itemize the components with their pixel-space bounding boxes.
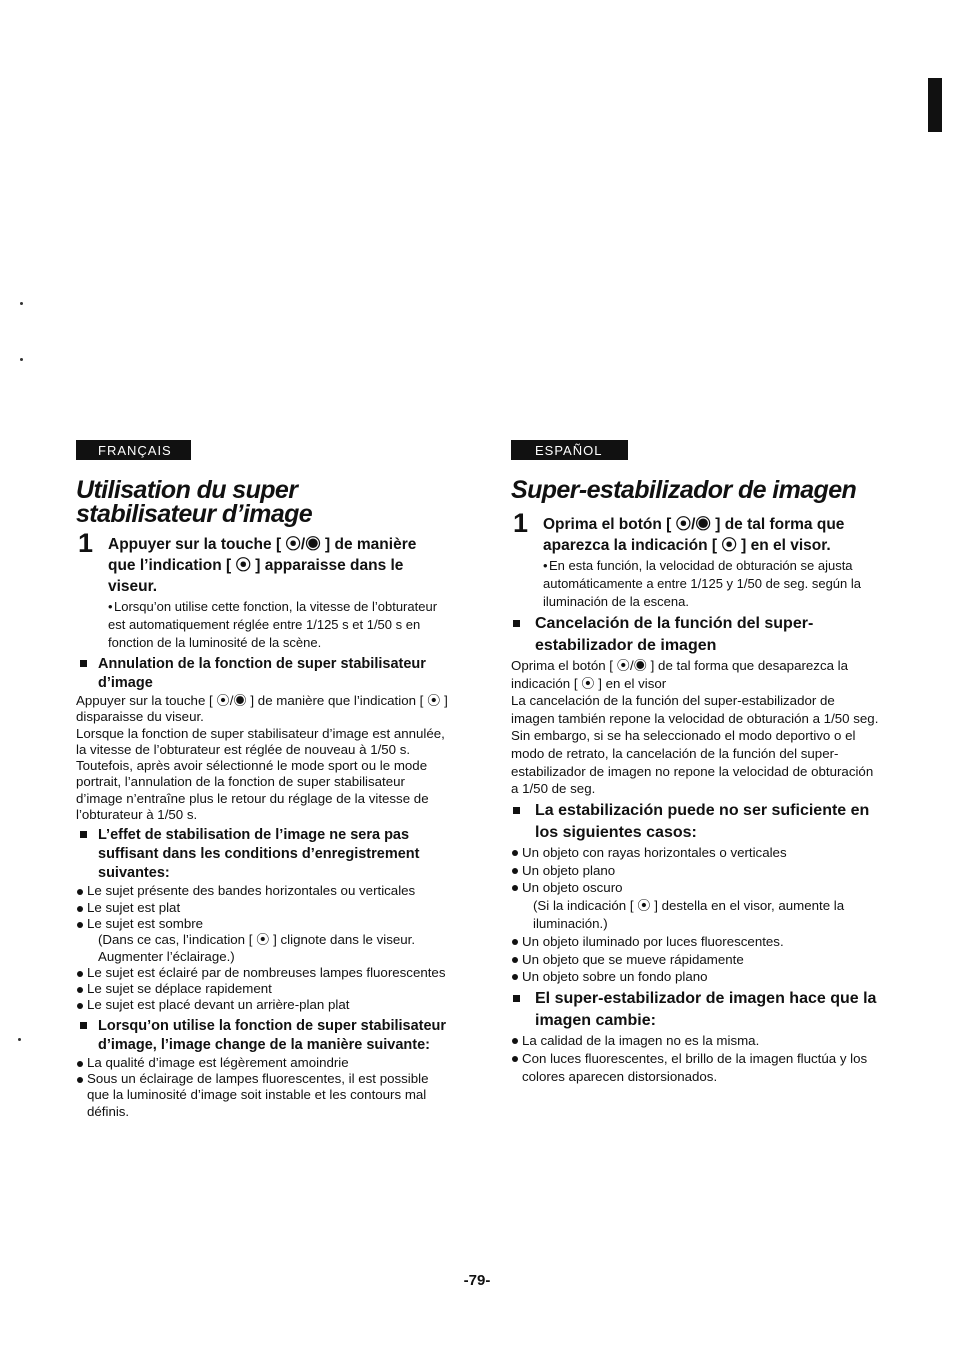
step-instruction: Oprima el botón [ ⦿/◉ ] de tal forma que aparezca la indicación [ ⦿ ] en el visor. bbox=[543, 516, 845, 554]
spanish-cancel-text-1: Oprima el botón [ ⦿/◉ ] de tal forma que desaparezca la indicación [ ⦿ ] en el visor bbox=[511, 658, 849, 691]
list-item: Con luces fluorescentes, el brillo de la imagen fluctúa y los colores aparecen distorsionados. bbox=[511, 1050, 881, 1086]
list-item-note: (Dans ce cas, l’indication [ ⦿ ] clignote dans le viseur. Augmenter l’éclairage.) bbox=[98, 932, 416, 964]
list-item: Un objeto con rayas horizontales o verticales bbox=[511, 844, 881, 862]
list-item: Le sujet présente des bandes horizontales ou verticales bbox=[76, 883, 448, 899]
language-label-spanish: ESPAÑOL bbox=[511, 440, 628, 460]
square-bullet-icon bbox=[513, 995, 520, 1002]
list-item: Un objeto que se mueve rápidamente bbox=[511, 951, 881, 969]
spanish-change-list bbox=[511, 1032, 881, 1085]
list-item: Le sujet est éclairé par de nombreuses lampes fluorescentes bbox=[76, 965, 448, 981]
french-column bbox=[76, 440, 448, 1120]
square-bullet-icon bbox=[513, 807, 520, 814]
list-item: Le sujet est placé devant un arrière-plan plat bbox=[76, 997, 448, 1013]
step-number: 1 bbox=[513, 508, 529, 538]
list-item: La qualité d’image est légèrement amoindrie bbox=[76, 1055, 448, 1071]
list-item: Un objeto plano bbox=[511, 862, 881, 880]
list-item: La calidad de la imagen no es la misma. bbox=[511, 1032, 881, 1050]
page-number: -79- bbox=[463, 1272, 491, 1289]
spanish-cancel-heading: Cancelación de la función del super-estabilizador de imagen bbox=[511, 613, 881, 657]
french-title: Utilisation du super stabilisateur d’image bbox=[76, 476, 313, 528]
french-effect-heading: L’effet de stabilisation de l’image ne sera pas suffisant dans les conditions d’enregistrement suivantes: bbox=[76, 826, 448, 883]
spanish-cancel-text-2: La cancelación de la función del super-estabilizador de imagen también repone la velocidad de obturación a 1/50 seg. Sin embargo, si se ha seleccionado el modo deportivo o el modo de retrato, la cancelación de la función del super-estabilizador de imagen no repone la velocidad de obturación a 1/50 de seg. bbox=[511, 693, 879, 797]
square-bullet-icon bbox=[513, 620, 520, 627]
list-item-note: (Si la indicación [ ⦿ ] destella en el visor, aumente la iluminación.) bbox=[533, 898, 845, 931]
scan-speck bbox=[18, 1038, 21, 1041]
list-item: Le sujet est sombre bbox=[76, 916, 448, 932]
square-bullet-icon bbox=[80, 660, 87, 667]
french-change-heading: Lorsqu’on utilise la fonction de super stabilisateur d’image, l’image change de la manière suivante: bbox=[76, 1017, 448, 1055]
language-label-french: FRANÇAIS bbox=[76, 440, 191, 460]
step-instruction: Appuyer sur la touche [ ⦿/◉ ] de manière que l’indication [ ⦿ ] apparaisse dans le viseur. bbox=[108, 536, 417, 595]
list-item: Le sujet est plat bbox=[76, 900, 448, 916]
scan-speck bbox=[20, 302, 23, 305]
french-cancel-text-2: Lorsque la fonction de super stabilisateur d’image est annulée, la vitesse de l’obturateur est réglée de nouveau à 1/50 s. Toutefois, après avoir sélectionné le mode sport ou le mode portrait, l’annulation de la fonction de super stabilisateur d’image n’entraîne plus le retour du réglage de la vitesse de l’obturateur à 1/50 s. bbox=[76, 725, 445, 823]
french-change-list bbox=[76, 1055, 448, 1120]
list-item: Un objeto oscuro bbox=[511, 879, 881, 897]
spanish-title: Super-estabilizador de imagen bbox=[511, 476, 857, 504]
spanish-effect-heading: La estabilización puede no ser suficiente en los siguientes casos: bbox=[511, 800, 881, 844]
step-note: •En esta función, la velocidad de obturación se ajusta automáticamente a entre 1/125 y 1/50 de seg. según la iluminación de la escena. bbox=[543, 558, 861, 609]
square-bullet-icon bbox=[80, 831, 87, 838]
french-effect-list bbox=[76, 883, 448, 1013]
scan-speck bbox=[20, 358, 23, 361]
spanish-column bbox=[511, 440, 881, 1086]
step-note: •Lorsqu’on utilise cette fonction, la vitesse de l’obturateur est automatiquement réglée entre 1/125 s et 1/50 s en fonction de la luminosité de la scène. bbox=[108, 599, 438, 650]
spanish-effect-list bbox=[511, 844, 881, 986]
list-item: Sous un éclairage de lampes fluorescentes, il est possible que la luminosité d’image soit instable et les contours mal définis. bbox=[76, 1071, 448, 1120]
list-item: Un objeto sobre un fondo plano bbox=[511, 968, 881, 986]
spanish-step-1 bbox=[511, 508, 881, 611]
square-bullet-icon bbox=[80, 1022, 87, 1029]
list-item: Le sujet se déplace rapidement bbox=[76, 981, 448, 997]
list-item: Un objeto iluminado por luces fluorescentes. bbox=[511, 933, 881, 951]
french-step-1 bbox=[76, 528, 448, 652]
step-number: 1 bbox=[78, 528, 94, 558]
french-cancel-heading: Annulation de la fonction de super stabilisateur d’image bbox=[76, 655, 448, 693]
spanish-change-heading: El super-estabilizador de imagen hace que la imagen cambie: bbox=[511, 988, 881, 1032]
page-edge-tab bbox=[928, 78, 942, 132]
french-cancel-text-1: Appuyer sur la touche [ ⦿/◉ ] de manière que l’indication [ ⦿ ] disparaisse du viseur. bbox=[76, 693, 448, 725]
